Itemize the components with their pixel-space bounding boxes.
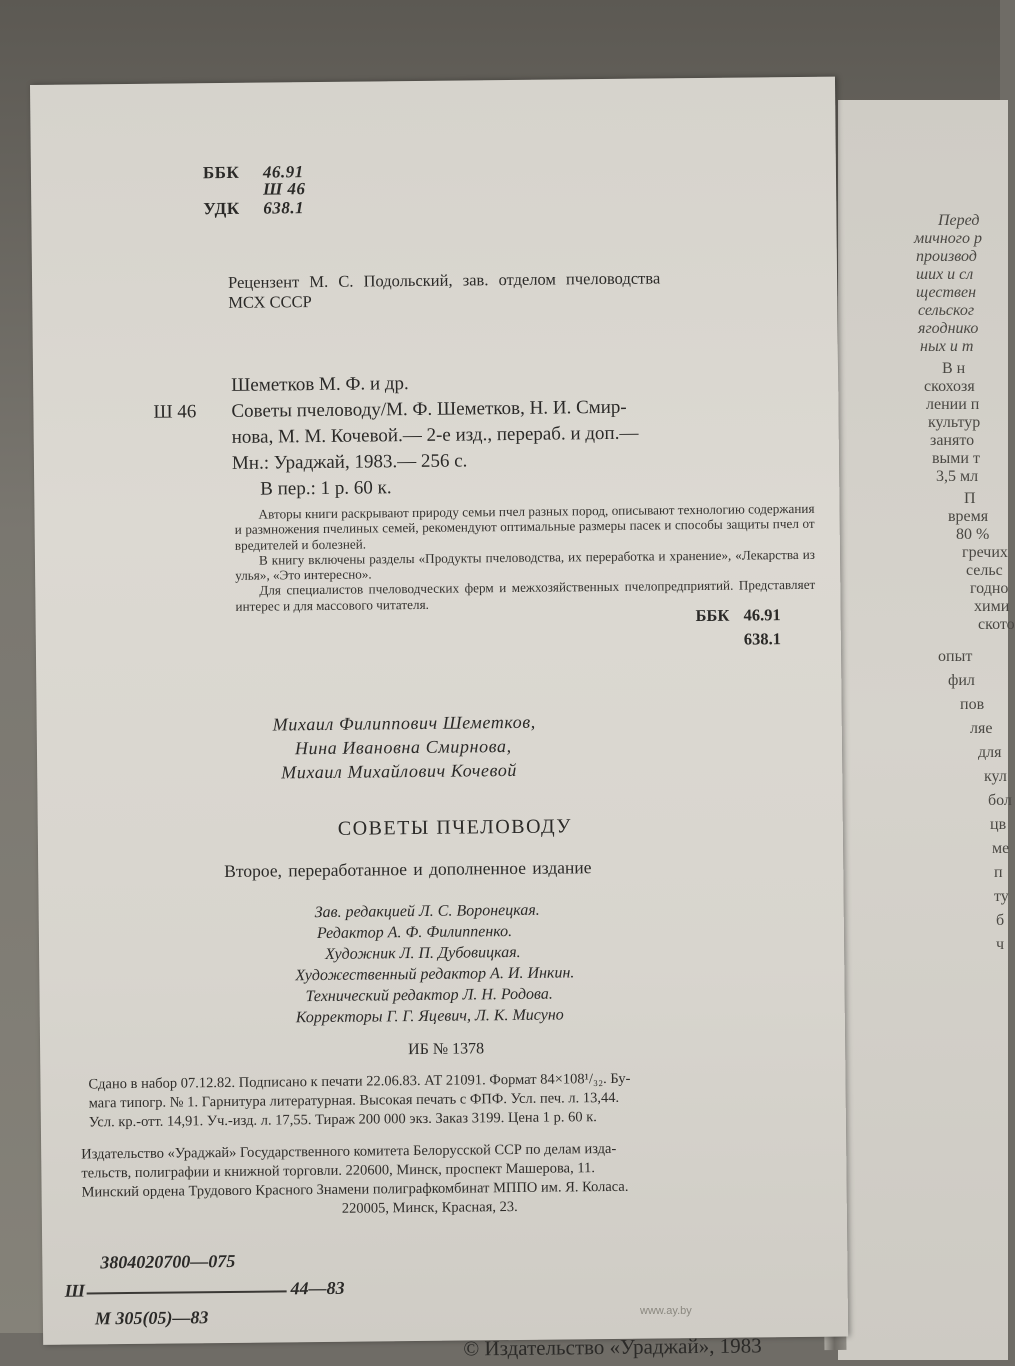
catalog-bbk-value: 46.91: [743, 605, 781, 625]
facing-page-line: п: [994, 864, 1003, 881]
credit-1: Зав. редакцией Л. С. Воронецкая.: [314, 901, 540, 922]
book-title: СОВЕТЫ ПЧЕЛОВОДУ: [337, 815, 573, 840]
author-1: Михаил Филиппович Шеметков,: [272, 711, 536, 735]
abstract-paragraph-3: Для специалистов пчеловодческих ферм и межхозяйственных пчелопредприятий. Представляет интерес и для массового читателя.: [235, 577, 816, 614]
facing-page-line: ших и сл: [916, 266, 974, 283]
watermark: www.ay.by: [640, 1305, 692, 1317]
reviewer-line-1: Рецензент М. С. Подольский, зав. отделом пчеловодства: [227, 268, 661, 292]
facing-page-line: опыт: [938, 648, 973, 665]
facing-page-line: бол: [988, 792, 1012, 809]
udk-value: 638.1: [263, 198, 305, 218]
reviewer-line-2: МСХ СССР: [228, 292, 312, 312]
credit-3: Художник Л. П. Дубовицкая.: [325, 943, 521, 963]
facing-page-line: кул: [984, 768, 1007, 785]
facing-page-line: Перед: [938, 212, 980, 229]
index-prefix: Ш: [64, 1280, 86, 1301]
facing-page: [838, 100, 1015, 1360]
facing-page-line: б: [996, 912, 1005, 929]
udk-label: УДК: [203, 198, 240, 219]
catalog-abstract: [234, 501, 815, 614]
facing-page-line: хими: [974, 598, 1010, 615]
edition-note: Второе, переработанное и дополненное издание: [224, 857, 592, 882]
facing-page-line: ных и т: [920, 338, 974, 355]
catalog-author: Шеметков М. Ф. и др.: [231, 373, 409, 396]
catalog-mark: Ш 46: [153, 401, 197, 423]
facing-page-line: цв: [990, 816, 1007, 833]
bbk-value: 46.91: [262, 162, 304, 182]
bbk-author-mark: Ш 46: [263, 179, 306, 199]
author-2: Нина Ивановна Смирнова,: [294, 735, 512, 759]
catalog-title-line-1: Советы пчеловоду/М. Ф. Шеметков, Н. И. Смир-: [231, 396, 627, 422]
facing-page-line: занято: [930, 432, 975, 449]
facing-page-line: 80 %: [956, 526, 990, 543]
title-verso-page: [30, 77, 848, 1361]
catalog-title-line-2: нова, М. М. Кочевой.— 2-е изд., перераб. и доп.—: [231, 422, 639, 448]
abstract-paragraph-2: В книгу включены разделы «Продукты пчеловодства, их переработка и хранение», «Лекарства из улья», «Это интересно».: [235, 546, 816, 584]
facing-page-line: ското: [978, 616, 1015, 633]
facing-page-line: ществен: [916, 284, 977, 301]
facing-page-line: годно: [970, 580, 1009, 597]
facing-page-line: ляе: [970, 720, 993, 737]
facing-page-line: сельс: [966, 562, 1003, 579]
facing-page-line: производ: [916, 248, 977, 265]
catalog-udk-value: 638.1: [743, 629, 782, 649]
facing-page-line: П: [964, 490, 976, 507]
catalog-bbk-label: ББК: [695, 605, 730, 626]
facing-page-line: выми т: [932, 450, 980, 467]
facing-page-line: гречих: [962, 544, 1008, 561]
facing-page-line: ме: [992, 840, 1010, 857]
facing-page-line: культур: [928, 414, 981, 431]
index-suffix: 44—83: [290, 1277, 345, 1299]
facing-page-line: 3,5 мл: [936, 468, 979, 485]
credit-2: Редактор А. Ф. Филиппенко.: [316, 922, 513, 943]
facing-page-line: лении п: [926, 396, 980, 413]
ib-number: ИБ № 1378: [408, 1040, 485, 1059]
imprint-line-2: мага типогр. № 1. Гарнитура литературная. Высокая печать с ФПФ. Усл. печ. л. 13,44.: [88, 1089, 620, 1112]
publisher-line-3: Минский ордена Трудового Красного Знамени полиграфкомбинат МППО им. Я. Коласа.: [81, 1178, 629, 1201]
facing-page-line: В н: [942, 360, 966, 377]
credit-5: Технический редактор Л. Н. Родова.: [305, 985, 553, 1006]
facing-page-line: пов: [960, 696, 985, 713]
author-3: Михаил Михайлович Кочевой: [281, 759, 518, 783]
bbk-label: ББК: [202, 162, 240, 183]
facing-page-line: время: [948, 508, 989, 525]
facing-page-line: ч: [996, 936, 1005, 953]
publisher-line-1: Издательство «Ураджай» Государственного комитета Белорусской ССР по делам изда-: [81, 1140, 617, 1163]
facing-page-line: ту: [994, 888, 1009, 905]
imprint-line-1: Сдано в набор 07.12.82. Подписано к печати 22.06.83. АТ 21091. Формат 84×108¹/₃₂. Бу-: [88, 1070, 631, 1093]
index-denominator: М 305(05)—83: [94, 1307, 209, 1329]
abstract-paragraph-1: Авторы книги раскрывают природу семьи пчел разных пород, описывают технологию содержания и размножения пчелиных семей, рекомендуют оптимальные размеры пасек и способы защиты пчел от вредителей и болезней.: [234, 500, 815, 553]
copyright-line: © Издательство «Ураджай», 1983: [463, 1333, 762, 1361]
facing-page-line: мичного р: [914, 230, 983, 247]
credit-4: Художественный редактор А. И. Инкин.: [295, 964, 575, 985]
catalog-price: В пер.: 1 р. 60 к.: [260, 477, 392, 500]
credit-6: Корректоры Г. Г. Яцевич, Л. К. Мисуно: [295, 1006, 564, 1027]
facing-page-line: фил: [948, 672, 975, 689]
index-fraction-line: [87, 1290, 287, 1294]
imprint-line-3: Усл. кр.-отт. 14,91. Уч.-изд. л. 17,55. Тираж 200 000 экз. Заказ 3199. Цена 1 р. 60 к.: [88, 1109, 597, 1131]
facing-page-line: для: [978, 744, 1002, 761]
index-numerator: 3804020700—075: [100, 1250, 236, 1273]
catalog-title-line-3: Мн.: Ураджай, 1983.— 256 с.: [231, 450, 468, 474]
publisher-line-2: тельств, полиграфии и книжной торговли. 220600, Минск, проспект Машерова, 11.: [81, 1160, 596, 1182]
publisher-line-4: 220005, Минск, Красная, 23.: [341, 1198, 518, 1217]
facing-page-line: ягоднико: [918, 320, 979, 337]
facing-page-line: сельског: [918, 302, 975, 319]
facing-page-line: скохозя: [924, 378, 975, 395]
